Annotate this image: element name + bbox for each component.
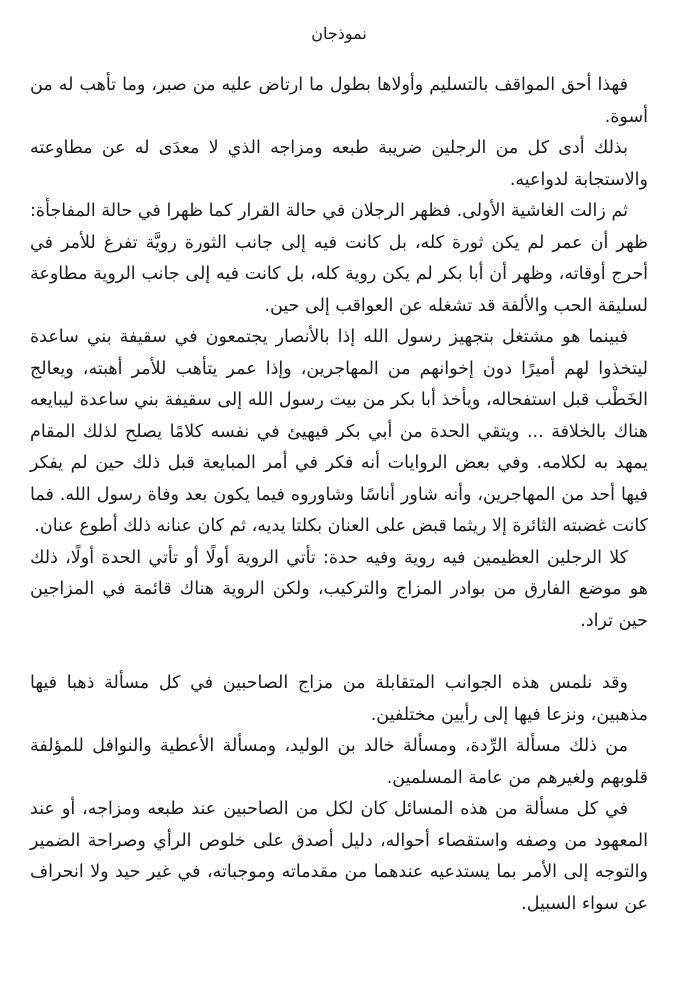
- paragraph-5: كلا الرجلين العظيمين فيه روية وفيه حدة: تأتي الروية أولًا أو تأتي الحدة أولًا، ذلك هو موضع الفارق من بوادر المزاج والتركيب، ولكن الروية هناك قائمة في المزاجين حين تراد.: [30, 547, 648, 631]
- paragraph-7: من ذلك مسألة الرِّدة، ومسألة خالد بن الوليد، ومسألة الأعطية والنوافل للمؤلفة قلوبهم ولغيرهم من عامة المسلمين.: [30, 736, 648, 788]
- paragraph-4: فبينما هو مشتغل بتجهيز رسول الله إذا بالأنصار يجتمعون في سقيفة بني ساعدة ليتخذوا لهم أميرًا دون إخوانهم من المهاجرين، وإذا عمر يتأهب للأمر أهبته، ويعالج الخَطْب قبل استفحاله، ويأخذ أبا بكر من بيت رسول الله إلى سقيفة بني ساعدة ليبايعه هناك بالخلافة ... ويتقي الحدة من أبي بكر فيهيئ في نفسه كلامًا يصلح لذلك المقام يمهد به لكلامه. وفي بعض الروايات أنه فكر في أمر المبايعة قبل ذلك حين لم يفكر فيها أحد من المهاجرين، وأنه شاور أناسًا وشاوروه فيما يكون بعد وفاة رسول الله. فما كانت غضبته الثائرة إلا ريثما قبض على العنان بكلتا يديه، ثم كان عنانه ذلك أطوع عنان.: [30, 327, 648, 536]
- body-text: [30, 70, 648, 920]
- paragraph-2: بذلك أدى كل من الرجلين ضريبة طبعه ومزاجه الذي لا معدَى له عن مطاوعته والاستجابة لدواعيه.: [30, 138, 648, 190]
- page-header-title: نموذجان: [311, 24, 367, 43]
- paragraph-8: في كل مسألة من هذه المسائل كان لكل من الصاحبين عند طبعه ومزاجه، أو عند المعهود من وصفه واستقصاء أحواله، دليل أصدق على خلوص الرأي وصراحة الضمير والتوجه إلى الأمر بما يستدعيه عندهما من مقدماته وموجباته، في غير حيد ولا انحراف عن سواء السبيل.: [30, 799, 648, 914]
- paragraph-3: ثم زالت الغاشية الأولى. فظهر الرجلان في حالة القرار كما ظهرا في حالة المفاجأة: ظهر أن عمر لم يكن ثورة كله، بل كانت فيه إلى جانب الثورة رويَّة تفرغ للأمر في أحرج أوقاته، وظهر أن أبا بكر لم يكن روية كله، بل كانت فيه إلى جانب الروية مطاوعة لسليقة الحب والألفة قد تشغله عن العواقب إلى حين.: [30, 201, 648, 316]
- paragraph-6: وقد نلمس هذه الجوانب المتقابلة من مزاج الصاحبين في كل مسألة ذهبا فيها مذهبين، ونزعا فيها إلى رأيين مختلفين.: [30, 673, 648, 725]
- paragraph-1: فهذا أحق المواقف بالتسليم وأولاها بطول ما ارتاض عليه من صبر، وما تأهب له من أسوة.: [30, 75, 648, 127]
